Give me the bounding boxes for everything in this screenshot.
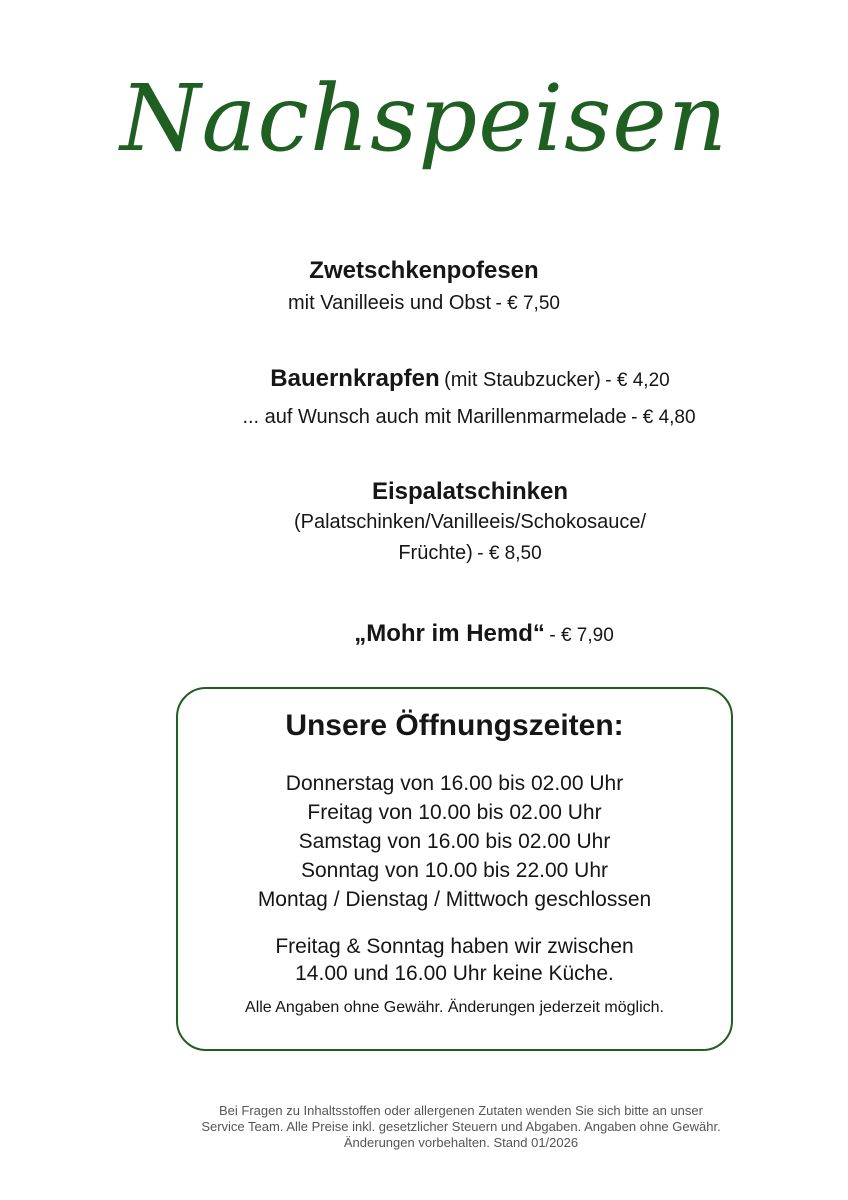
menu-item-line	[0, 620, 848, 648]
opening-hours-box	[176, 687, 733, 1051]
opening-hours-line: Sonntag von 10.00 bis 22.00 Uhr	[300, 859, 609, 882]
opening-hours-line: Freitag von 10.00 bis 02.00 Uhr	[307, 801, 602, 824]
item-price: - € 8,50	[477, 543, 542, 564]
item-price: - € 4,20	[605, 370, 670, 391]
kitchen-note-line: 14.00 und 16.00 Uhr keine Küche.	[295, 962, 614, 985]
menu-item-line	[0, 365, 848, 393]
item-name: Zwetschkenpofesen	[309, 257, 539, 284]
menu-item-name	[0, 478, 848, 506]
item-name: „Mohr im Hemd“	[354, 620, 545, 647]
opening-hours-line: Montag / Dienstag / Mittwoch geschlossen	[257, 888, 652, 911]
footer-line: Bei Fragen zu Inhaltsstoffen oder allergenen Zutaten wenden Sie sich bitte an unser	[219, 1103, 703, 1118]
item-extra-price: - € 4,80	[631, 407, 696, 428]
item-description: Früchte)	[398, 542, 473, 564]
menu-item-description	[0, 511, 848, 534]
page-title: Nachspeisen	[119, 65, 728, 172]
kitchen-note	[178, 933, 731, 987]
opening-hours-title: Unsere Öffnungszeiten:	[285, 709, 624, 742]
menu-item-description	[0, 542, 848, 565]
opening-hours-list	[178, 769, 731, 914]
item-description: (mit Staubzucker)	[444, 369, 601, 391]
footer-line: Änderungen vorbehalten. Stand 01/2026	[343, 1135, 579, 1150]
opening-hours-line: Donnerstag von 16.00 bis 02.00 Uhr	[285, 772, 624, 795]
footer-note	[80, 1103, 842, 1151]
item-description: (Palatschinken/Vanilleeis/Schokosauce/	[293, 511, 647, 533]
item-price: - € 7,90	[549, 625, 614, 646]
item-description: mit Vanilleeis und Obst	[288, 292, 492, 314]
item-name: Eispalatschinken	[371, 478, 569, 505]
item-price: - € 7,50	[495, 293, 560, 314]
hours-disclaimer: Alle Angaben ohne Gewähr. Änderungen jederzeit möglich.	[245, 999, 664, 1016]
menu-item-description	[0, 292, 848, 315]
item-name: Bauernkrapfen	[270, 365, 440, 392]
menu-item-name	[0, 257, 848, 285]
item-extra-description: ... auf Wunsch auch mit Marillenmarmelade	[242, 406, 627, 428]
opening-hours-line: Samstag von 16.00 bis 02.00 Uhr	[298, 830, 611, 853]
menu-item-extra	[0, 406, 848, 429]
kitchen-note-line: Freitag & Sonntag haben wir zwischen	[275, 935, 634, 958]
footer-line: Service Team. Alle Preise inkl. gesetzlicher Steuern und Abgaben. Angaben ohne Gewähr.	[201, 1119, 721, 1134]
